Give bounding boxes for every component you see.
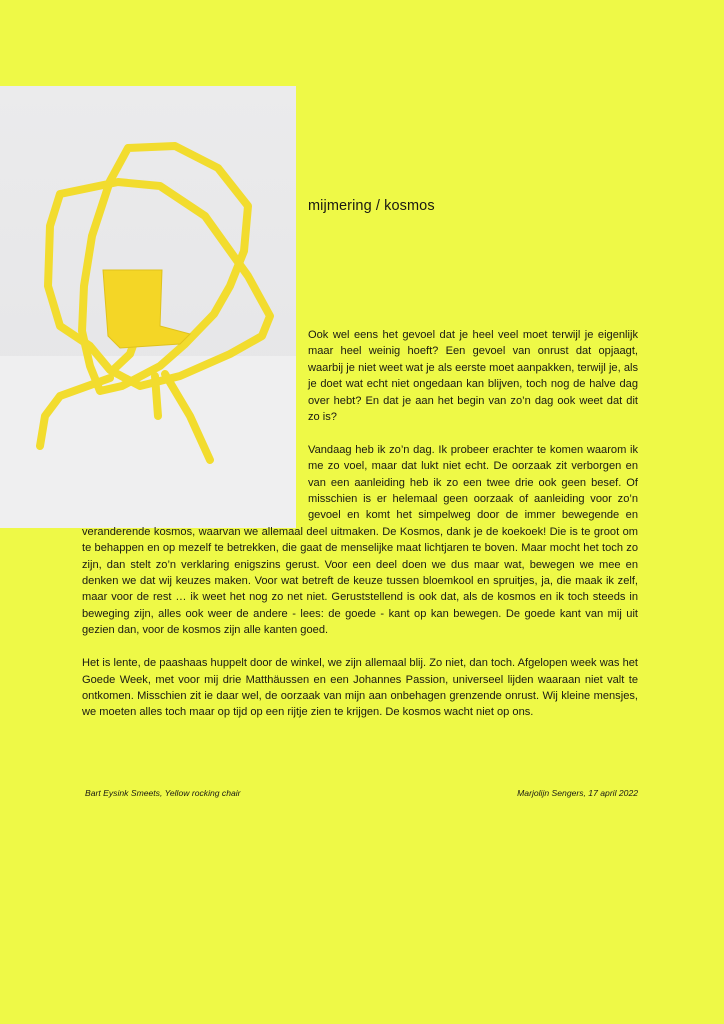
page-title: mijmering / kosmos [308,198,435,214]
author-date: Marjolijn Sengers, 17 april 2022 [517,788,638,798]
image-wrap-spacer [82,327,308,523]
article-body [82,327,638,721]
paragraph-3: Het is lente, de paashaas huppelt door de winkel, we zijn allemaal blij. Zo niet, dan toch. Afgelopen week was het Goede Week, met voor mij drie Matthäussen en een Johannes Passion, universeel lijden waaraan niet valt te ontkomen. Misschien zit ie daar wel, de oorzaak van mijn aan onbehagen grenzende onrust. Wij kleine mensjes, we moeten alles toch maar op tijd op een rijtje zien te krijgen. De kosmos wacht niet op ons. [82,657,638,719]
caption-row [85,788,638,798]
paragraph-2: Vandaag heb ik zo’n dag. Ik probeer erachter te komen waarom ik me zo voel, maar dat lukt niet echt. De oorzaak zit verborgen en van een aanleiding heb ik zo een twee drie ook geen besef. Of misschien is er helemaal geen oorzaak of aanleiding voor zo’n gevoel en komt het simpelweg door de immer bewegende en veranderende kosmos, waarvan we allemaal deel uitmaken. De Kosmos, dank je de koekoek! Die is te groot om te behappen en op mezelf te betrekken, die gaat de menselijke maat lichtjaren te boven. Maar mocht het toch zo zijn, dan stelt zo’n verklaring enigszins gerust. Voor een deel doen we dus maar wat, bewegen we mee en denken we dat wij keuzes maken. Voor wat betreft de keuze tussen bloemkool en spruitjes, ja, die maak ik zelf, maar voor de rest … ik weet het nog zo net niet. Geruststellend is ook dat, als de kosmos en ik toch steeds in beweging zijn, alles ook weer de andere - lees: de goede - kant op kan bewegen. De goede kant van mij uit gezien dan, voor de kosmos zijn alle kanten goed. [82,443,638,637]
image-caption: Bart Eysink Smeets, Yellow rocking chair [85,788,241,798]
paragraph-1: Ook wel eens het gevoel dat je heel veel moet terwijl je eigenlijk maar heel weinig hoeft? Een gevoel van onrust dat opjaagt, waarbij je niet weet wat je als eerste moet aanpakken, terwijl je, als je doet wat echt niet ongedaan kan blijven, toch nog de halve dag over hebt? En dat je aan het begin van zo’n dag ook weet dat dit zo is? [308,329,638,424]
